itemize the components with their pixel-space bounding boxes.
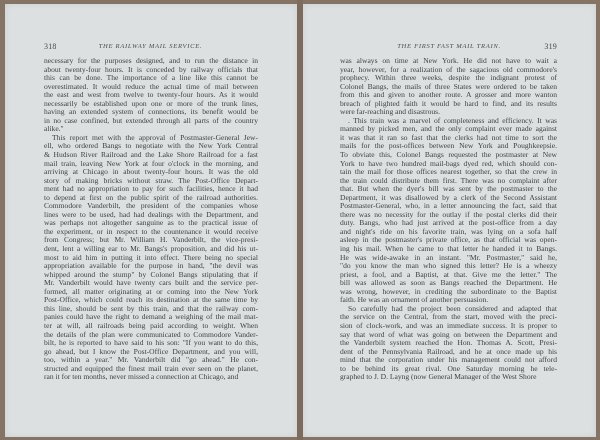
text-line: arriving at Chicago in about twenty-four hours. It was the old [44,168,258,177]
text-line: Mr. Vanderbilt would have twenty cars built and the service per- [44,279,258,288]
text-line: bilt, he is reported to have said to his son: "If you want to do this, [44,339,258,348]
text-line: the details of the plan were communicated to Commodore Vander- [44,330,258,339]
text-line: panies could have the right to demand a weighing of the mail mat- [44,313,258,322]
text-line: Commodore Vanderbilt, the president of the companies whose [44,202,258,211]
left-page-header [44,42,257,52]
text-line: to depend at first on the public spirit of the railroad authorities. [44,193,258,202]
text-line: ing his mail. When he came to that letter he handed it to Bangs. [340,245,557,254]
text-line: Post-Office, which could reach its destination at the same time by [44,296,258,305]
text-line: dent, lent a willing ear to Mr. Bangs's proposition, and did his ut- [44,245,258,254]
text-line: manned by picked men, and the only complaint ever made against [340,125,557,134]
text-line: whipped around the stump" by Colonel Bangs stipulating that if [44,270,258,279]
text-line: was wrong, however, in crediting the subordinate to the Baptist [340,287,557,296]
text-line: necessarily be established upon one or more of the trunk lines, [44,99,258,108]
text-line: He was wide-awake in an instant. "Mr. Postmaster," said he, [340,253,557,262]
text-line: . This train was a marvel of completeness and efficiency. It was [348,116,557,125]
text-line: the Vanderbilt system reached the Hon. Thomas A. Scott, Presi- [340,339,557,348]
text-line: the experiment, or in respect to the countenance it would receive [44,227,258,236]
page-number: 319 [544,42,557,51]
text-line: mails for the post-offices between New York and Poughkeepsie. [340,142,557,151]
text-line: sion of clock-work, and was an immediate success. It is proper to [340,321,557,330]
text-line: it was that it ran so fast that the clerks had not time to sort the [340,133,557,142]
text-line: was perhaps not altogether sanguine as to the practical issue of [44,219,258,228]
left-page [5,4,297,437]
text-line: and night's ride on his favorite train, was lying on a sofa half [340,227,557,236]
text-line: about twenty-four hours. It is conceded by railway officials that [44,65,258,74]
text-line: overestimated. It would reduce the actual time of mail between [44,82,258,91]
text-line: that. But when the dyer's bill was sent by the postmaster to the [340,185,557,194]
text-line: ter at will, all railroads being paid according to weight. When [44,321,258,330]
text-line: "do you know the man who signed this letter? He is a wheezy [340,262,557,271]
text-line: this line, should be sent by this train, and that the railway com- [44,304,258,313]
text-line: & Hudson River Railroad and the Lake Shore Railroad for a fast [44,151,258,160]
left-page-body [44,57,258,382]
text-line: ell, who ordered Bangs to negotiate with the New York Central [44,142,258,151]
page-number: 318 [44,42,57,51]
text-line: Department, it was disallowed by a clerk of the Second Assistant [340,193,557,202]
text-line: alike." [44,125,64,134]
text-line: go ahead, but I know the Post-Office Department, and you will, [44,347,258,356]
text-line: asleep in the postmaster's private office, as that official was open- [340,236,557,245]
text-line: ment had no appropriation to pay for such facilities, hence it had [44,185,258,194]
text-line: necessary for the purposes designed, and to run the distance in [44,57,258,65]
running-head: THE FIRST FAST MAIL TRAIN. [397,43,501,50]
right-page-header [341,42,557,52]
text-line: Postmaster-General, who, in a letter announcing the fact, said that [340,202,557,211]
text-line: say that word of what was going on between the Department and [340,330,557,339]
text-line: from Congress; but Mr. William H. Vanderbilt, the vice-presi- [44,236,258,245]
text-line: faith. He was an ornament of another persuasion. [340,296,489,305]
text-line: were far-reaching and disastrous. [340,108,441,117]
text-line: dent of the Pennsylvania Railroad, and he at once made up his [340,347,557,356]
text-line: graphed to J. D. Layng (now General Manager of the West Shore [340,373,537,382]
text-line: too, within a year." Mr. Vanderbilt did "go ahead." He con- [44,356,258,365]
text-line: Colonel Bangs, the mails of three States were ordered to be taken [340,82,557,91]
text-line: this can be done. The importance of a line like this cannot be [44,74,258,83]
text-line: having an extended system of connections, its benefit would be [44,108,258,117]
right-page [303,4,596,437]
text-line: So carefully had the project been considered and adapted that [348,304,557,313]
text-line: breach of plighted faith it would be hard to find, and its results [340,99,557,108]
text-line: formed, all matter originating at or coming into the New York [44,287,258,296]
text-line: lines were to be used, had had dealings with the Department, and [44,210,258,219]
text-line: the service on the Central, from the start, moved with the preci- [340,313,557,322]
text-line: the east and west from twelve to twenty-four hours. As it would [44,91,258,100]
text-line: there was no necessity for the outlay if the postal clerks did their [340,210,557,219]
text-line: most to aid him in putting it into effect. There being no special [44,253,258,262]
text-line: was always on time at New York. He did not have to wait a [340,57,557,65]
text-line: To obviate this, Colonel Bangs requested the postmaster at New [340,151,557,160]
text-line: bill was allowed as soon as Bangs reached the Department. He [340,279,557,288]
text-line: year, however, for a realization of the sagacious old commodore's [340,65,557,74]
text-line: This report met with the approval of Postmaster-General Jew- [52,133,258,142]
text-line: duty. Bangs, who had just arrived at the post-office from a day [340,219,557,228]
text-line: tain the mail for those offices nearest together, so that the crew in [340,168,557,177]
text-line: structed and equipped the finest mail train ever seen on the planet, [44,364,258,373]
text-line: the train could distribute them first. There was no complaint after [340,176,557,185]
text-line: appropriation available for the purpose in hand, "the devil was [44,262,258,271]
text-line: story of making bricks without straw. The Post-Office Depart- [44,176,258,185]
text-line: York to have two hundred mail-bags dyed red, which should con- [340,159,557,168]
text-line: prophecy. Within three weeks, despite the indignant protest of [340,74,557,83]
text-line: priest, a fool, and a Baptist, at that. Give me the letter." The [340,270,557,279]
running-head: THE RAILWAY MAIL SERVICE. [98,43,203,50]
text-line: mind that the corporation under his management could not afford [340,356,557,365]
text-line: from this and given to another route. A grosser and more wanton [340,91,557,100]
right-page-body [340,57,557,382]
text-line: in no case confined, but extended through all parts of the country [44,116,258,125]
text-line: ran it for ten months, never missed a connection at Chicago, and [44,373,239,382]
text-line: to be behind its great rival. One Saturday morning he tele- [340,364,557,373]
text-line: mail train, leaving New York at four o'clock in the morning, and [44,159,258,168]
